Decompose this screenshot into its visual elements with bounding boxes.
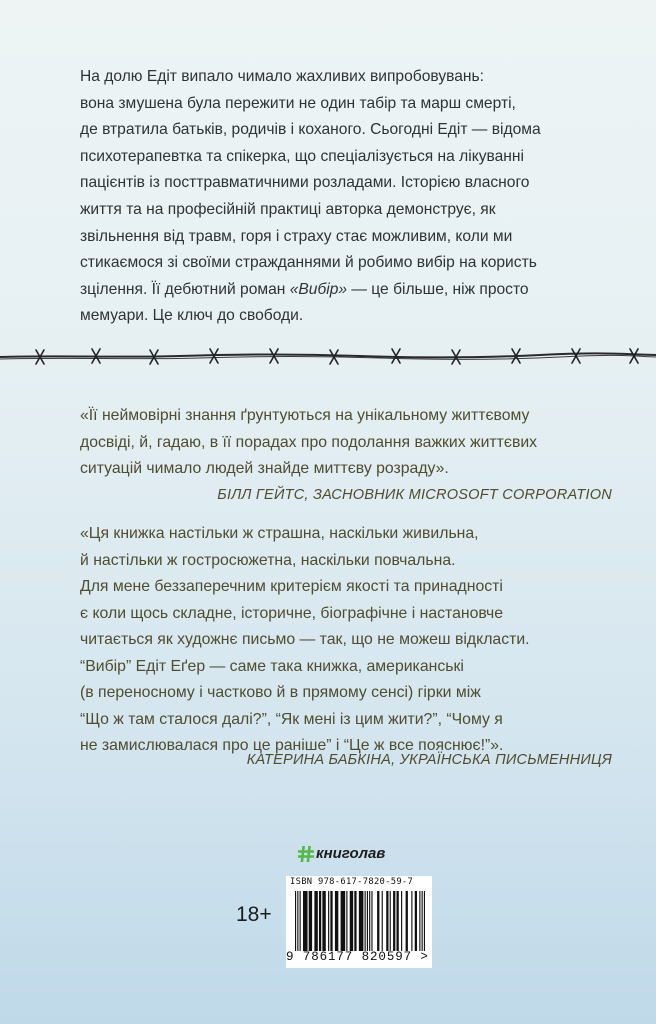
barcode-bar [295, 891, 296, 951]
barcode-bar [354, 891, 356, 951]
barcode-bar [309, 891, 312, 951]
blurb-text: зцілення. Її дебютний роман [80, 280, 290, 298]
blurb-line: де втратила батьків, родичів і коханого. Сьогодні Едіт — відома [80, 121, 541, 139]
quote-line: (в переносному і частково й в прямому сенсі) гірки між [80, 684, 481, 701]
quote-line: «Ця книжка настільки ж страшна, наскільки живильна, [80, 525, 479, 542]
barcode-bar [401, 891, 402, 951]
quote-attribution: БІЛЛ ГЕЙТС, ЗАСНОВНИК MICROSOFT CORPORATION [217, 487, 612, 503]
barcode-bar [382, 891, 383, 951]
barcode-bar [300, 891, 301, 951]
blurb-line [80, 277, 640, 304]
publisher-logo [298, 845, 385, 862]
isbn-barcode [286, 876, 432, 968]
book-title-italic: «Вибір» [289, 280, 348, 298]
barcode-bar [422, 891, 423, 951]
quote-line: є коли щось складне, історичне, біографічне і настановче [80, 604, 504, 622]
quote-attribution: КАТЕРИНА БАБКІНА, УКРАЇНСЬКА ПИСЬМЕННИЦЯ [246, 752, 612, 768]
barcode-bar [314, 891, 317, 951]
barcode-digits: 9 786177 820597 > [286, 950, 429, 964]
blurb-line: вона змушена була пережити не один табір та марш смерті, [80, 94, 516, 112]
quote-line: Для мене беззаперечним критерієм якості та принадності [80, 578, 503, 595]
barcode-bar [419, 891, 420, 951]
barcode-bar [335, 891, 338, 951]
barcode-bar [359, 891, 364, 951]
barcode-bar [341, 891, 346, 951]
blurb-line: стикаємося зі своїми стражданнями й робимо вибір на користь [80, 254, 537, 272]
quote-line: “Вибір” Едіт Еґер — саме така книжка, американські [80, 657, 464, 675]
barcode-bar [350, 891, 353, 951]
quote-line: читається як художнє письмо — так, що не можеш відкласти. [80, 631, 530, 648]
barcode-bar [319, 891, 321, 951]
quote-line: досвіді, й, гадаю, в її порадах про подолання важких життєвих [80, 433, 538, 451]
barcode-bar [424, 891, 425, 951]
barcode-bar [390, 891, 391, 951]
barcode-bar [377, 891, 379, 951]
publisher-name: книголав [316, 845, 386, 862]
blurb-line: мемуари. Це ключ до свободи. [80, 307, 304, 325]
blurb-line: психотерапевтка та спікерка, що спеціалізується на лікуванні [80, 147, 524, 165]
quote-line: й настільки ж гостросюжетна, наскільки повчальна. [80, 551, 456, 569]
description-blurb [80, 64, 640, 330]
quote-line: ситуацій чимало людей знайде миттєву розраду». [80, 460, 449, 477]
quote-line: не замислювалася про це раніше” і “Це ж все пояснює!”». [80, 737, 504, 754]
hash-logo-icon [298, 846, 314, 862]
quote-bill-gates [80, 403, 625, 483]
barcode-bar [367, 891, 368, 951]
age-rating: 18+ [236, 903, 272, 926]
blurb-line: життя та на професійній практиці авторка демонструє, як [80, 200, 496, 218]
barcode-bar [303, 891, 308, 951]
barcode-bar [415, 891, 417, 951]
barcode-bar [369, 891, 370, 951]
quote-line: «Її неймовірні знання ґрунтуються на унікальному життєвому [80, 407, 530, 424]
barcode-bar [371, 891, 372, 951]
blurb-text: — це більше, ніж просто [347, 280, 529, 298]
barcode-bar [406, 891, 408, 951]
quote-line: “Що ж там сталося далі?”, “Як мені із цим жити?”, “Чому я [80, 710, 503, 728]
quote-kateryna-babkina [80, 521, 625, 760]
isbn-label: ISBN 978-617-7820-59-7 [290, 877, 414, 887]
barcode-bar [330, 891, 332, 951]
barcode-bar [365, 891, 366, 951]
barcode-bar [328, 891, 329, 951]
barcode-bars [295, 891, 425, 951]
blurb-line: На долю Едіт випало чимало жахливих випробовувань: [80, 68, 484, 85]
blurb-line: пацієнтів із посттравматичними розладами. Історією власного [80, 174, 530, 192]
barbed-wire-divider [0, 340, 656, 370]
barcode-bar [396, 891, 398, 951]
barcode-bar [297, 891, 298, 951]
blurb-line: звільнення від травм, горя і страху стає можливим, коли ми [80, 227, 513, 245]
barcode-bar [386, 891, 388, 951]
barcode-bar [393, 891, 395, 951]
barcode-bar [346, 891, 347, 951]
barcode-bar [322, 891, 325, 951]
barcode-bar [411, 891, 412, 951]
